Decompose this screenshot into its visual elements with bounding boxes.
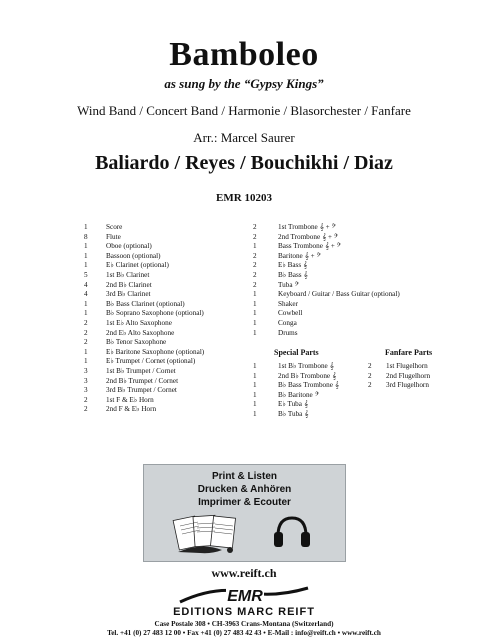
logo-text: EMR (227, 588, 263, 605)
list-item (253, 252, 400, 262)
part-name: E♭ Clarinet (optional) (106, 261, 169, 270)
list-item (253, 400, 339, 410)
part-quantity: 4 (84, 280, 88, 289)
part-quantity: 1 (253, 328, 257, 337)
part-name: 2nd Trombone (278, 232, 321, 241)
clef-icon: 𝄞 (303, 270, 308, 279)
part-quantity: 1 (253, 400, 257, 409)
part-quantity: 2 (253, 270, 257, 279)
website-link[interactable]: www.reift.ch (211, 566, 277, 580)
part-quantity: 2 (368, 381, 372, 390)
emr-logo (174, 584, 314, 606)
list-item (84, 319, 204, 329)
list-item (253, 309, 400, 319)
part-quantity: 1 (253, 390, 257, 399)
part-name: 1st Flugelhorn (386, 362, 428, 370)
part-quantity: 1 (253, 381, 257, 390)
list-item (253, 281, 400, 291)
part-name: E♭ Trumpet / Cornet (optional) (106, 357, 196, 366)
list-item (84, 300, 204, 310)
part-quantity: 2 (368, 371, 372, 380)
list-item (84, 357, 204, 367)
list-item (84, 261, 204, 271)
clef-icon: 𝄞 + 𝄢 (319, 223, 336, 231)
part-quantity: 3 (84, 376, 88, 385)
clef-icon: 𝄞 + 𝄢 (322, 232, 339, 241)
part-quantity: 2 (84, 395, 88, 404)
publisher-address: Case Postale 308 • CH-3963 Crans-Montana (Switzerland) (154, 620, 334, 628)
part-name: E♭ Baritone Saxophone (optional) (106, 347, 205, 356)
part-quantity: 1 (253, 362, 257, 370)
promo-imprimer-text: Imprimer & Ecouter (198, 497, 291, 508)
clef-icon: 𝄞 (303, 261, 308, 270)
part-quantity: 1 (253, 371, 257, 380)
list-item (84, 329, 204, 339)
part-quantity: 2 (253, 232, 257, 241)
part-quantity: 1 (253, 290, 257, 299)
part-quantity: 1 (253, 242, 257, 251)
part-quantity: 2 (84, 405, 88, 414)
part-name: B♭ Bass Clarinet (optional) (106, 299, 185, 308)
part-quantity: 2 (253, 251, 257, 260)
clef-icon: 𝄢 (294, 280, 300, 289)
list-item (368, 362, 430, 372)
part-name: 1st B♭ Trumpet / Cornet (106, 366, 176, 375)
part-quantity: 2 (253, 261, 257, 270)
part-name: B♭ Bass (278, 270, 302, 279)
part-name: B♭ Bass Trombone (278, 381, 333, 390)
part-name: Conga (278, 318, 297, 327)
clef-icon: 𝄞 (304, 409, 309, 418)
promo-print-text: Print & Listen (211, 471, 277, 482)
part-name: E♭ Bass (278, 261, 302, 270)
sheet-music-icon (172, 512, 252, 556)
part-quantity: 1 (84, 242, 88, 251)
print-listen-banner[interactable] (143, 464, 346, 562)
list-item (84, 290, 204, 300)
part-quantity: 1 (253, 318, 257, 327)
list-item (84, 252, 204, 262)
publisher-name: EDITIONS MARC REIFT (173, 606, 315, 618)
clef-icon: 𝄢 (314, 390, 320, 399)
list-item (253, 410, 339, 420)
part-quantity: 2 (84, 338, 88, 347)
part-name: 1st E♭ Alto Saxophone (106, 318, 172, 327)
part-name: Drums (278, 328, 298, 337)
part-quantity: 8 (84, 232, 88, 241)
composers: Baliardo / Reyes / Bouchikhi / Diaz (95, 152, 393, 174)
list-item (84, 281, 204, 291)
part-quantity: 2 (253, 280, 257, 289)
list-item (84, 271, 204, 281)
part-name: Keyboard / Guitar / Bass Guitar (optional) (278, 290, 400, 299)
list-item (253, 261, 400, 271)
headphones-icon (272, 512, 312, 552)
part-quantity: 1 (84, 357, 88, 366)
instrument-list-woodwinds (84, 223, 204, 415)
list-item (253, 319, 400, 329)
list-item (84, 348, 204, 358)
list-item (84, 405, 204, 415)
clef-icon: 𝄞 + 𝄢 (324, 242, 342, 251)
ensemble-types: Wind Band / Concert Band / Harmonie / Blasorchester / Fanfare (77, 103, 411, 118)
list-item (253, 391, 339, 401)
special-parts-title: Special Parts (274, 348, 319, 357)
part-name: 2nd E♭ Alto Saxophone (106, 328, 175, 337)
list-item (253, 271, 400, 281)
list-item (253, 300, 400, 310)
subtitle: as sung by the “Gypsy Kings” (164, 76, 324, 91)
part-name: 2nd B♭ Clarinet (106, 280, 152, 289)
part-name: 3rd B♭ Trumpet / Cornet (106, 386, 177, 395)
list-item (253, 362, 339, 372)
part-name: 2nd F & E♭ Horn (106, 405, 157, 414)
part-name: Bass Trombone (278, 242, 323, 251)
part-name: B♭ Baritone (278, 390, 313, 399)
part-name: B♭ Tenor Saxophone (106, 338, 167, 347)
clef-icon: 𝄞 (329, 362, 334, 370)
list-item (84, 309, 204, 319)
list-item (253, 381, 339, 391)
list-item (253, 329, 400, 339)
part-quantity: 2 (368, 362, 372, 370)
part-name: Shaker (278, 299, 298, 308)
part-name: 2nd Flugelhorn (386, 371, 431, 380)
part-quantity: 3 (84, 366, 88, 375)
list-item (84, 233, 204, 243)
part-name: Bassoon (optional) (106, 251, 161, 260)
part-name: 1st B♭ Clarinet (106, 270, 150, 279)
part-quantity: 2 (253, 223, 257, 231)
list-item (84, 223, 204, 233)
part-name: 2nd B♭ Trumpet / Cornet (106, 376, 179, 385)
clef-icon: 𝄞 (332, 371, 337, 380)
arranger: Arr.: Marcel Saurer (193, 130, 295, 145)
part-quantity: 1 (84, 347, 88, 356)
part-name: 3rd Flugelhorn (386, 381, 429, 390)
part-name: 3rd B♭ Clarinet (106, 290, 151, 299)
part-quantity: 2 (84, 328, 88, 337)
part-name: B♭ Soprano Saxophone (optional) (106, 309, 204, 318)
part-name: 1st B♭ Trombone (278, 362, 328, 370)
list-item (84, 242, 204, 252)
instrument-list-brass (253, 223, 400, 338)
part-name: 2nd B♭ Trombone (278, 371, 331, 380)
catalog-number: EMR 10203 (216, 192, 272, 204)
part-quantity: 1 (253, 409, 257, 418)
part-name: E♭ Tuba (278, 400, 302, 409)
fanfare-parts-list (368, 362, 430, 391)
publisher-contact: Tel. +41 (0) 27 483 12 00 • Fax +41 (0) 27 483 42 43 • E-Mail : info@reift.ch • www.reift.ch (107, 629, 381, 637)
part-quantity: 1 (84, 223, 88, 231)
list-item (84, 338, 204, 348)
part-quantity: 4 (84, 290, 88, 299)
part-name: Flute (106, 232, 121, 241)
part-quantity: 1 (84, 251, 88, 260)
list-item (253, 223, 400, 233)
part-name: Score (106, 223, 123, 231)
part-name: Tuba (278, 280, 293, 289)
list-item (84, 386, 204, 396)
special-parts-list (253, 362, 339, 420)
list-item (253, 242, 400, 252)
promo-drucken-text: Drucken & Anhören (197, 484, 292, 495)
part-quantity: 1 (84, 299, 88, 308)
clef-icon: 𝄞 (334, 381, 340, 390)
part-name: 1st F & E♭ Horn (106, 395, 154, 404)
page-title: Bamboleo (169, 36, 319, 73)
list-item (368, 381, 430, 391)
part-quantity: 3 (84, 386, 88, 395)
part-name: Oboe (optional) (106, 242, 152, 251)
list-item (253, 290, 400, 300)
list-item (84, 377, 204, 387)
list-item (253, 372, 339, 382)
part-quantity: 2 (84, 318, 88, 327)
part-quantity: 1 (84, 261, 88, 270)
part-name: Baritone (278, 251, 303, 260)
part-name: B♭ Tuba (278, 409, 303, 418)
part-name: 1st Trombone (278, 223, 318, 231)
fanfare-parts-title: Fanfare Parts (385, 348, 433, 357)
part-name: Cowbell (278, 309, 303, 318)
list-item (253, 233, 400, 243)
list-item (84, 367, 204, 377)
part-quantity: 1 (253, 309, 257, 318)
part-quantity: 1 (253, 299, 257, 308)
clef-icon: 𝄞 + 𝄢 (304, 251, 321, 260)
clef-icon: 𝄞 (303, 400, 309, 409)
part-quantity: 1 (84, 309, 88, 318)
list-item (368, 372, 430, 382)
list-item (84, 396, 204, 406)
part-quantity: 5 (84, 270, 88, 279)
